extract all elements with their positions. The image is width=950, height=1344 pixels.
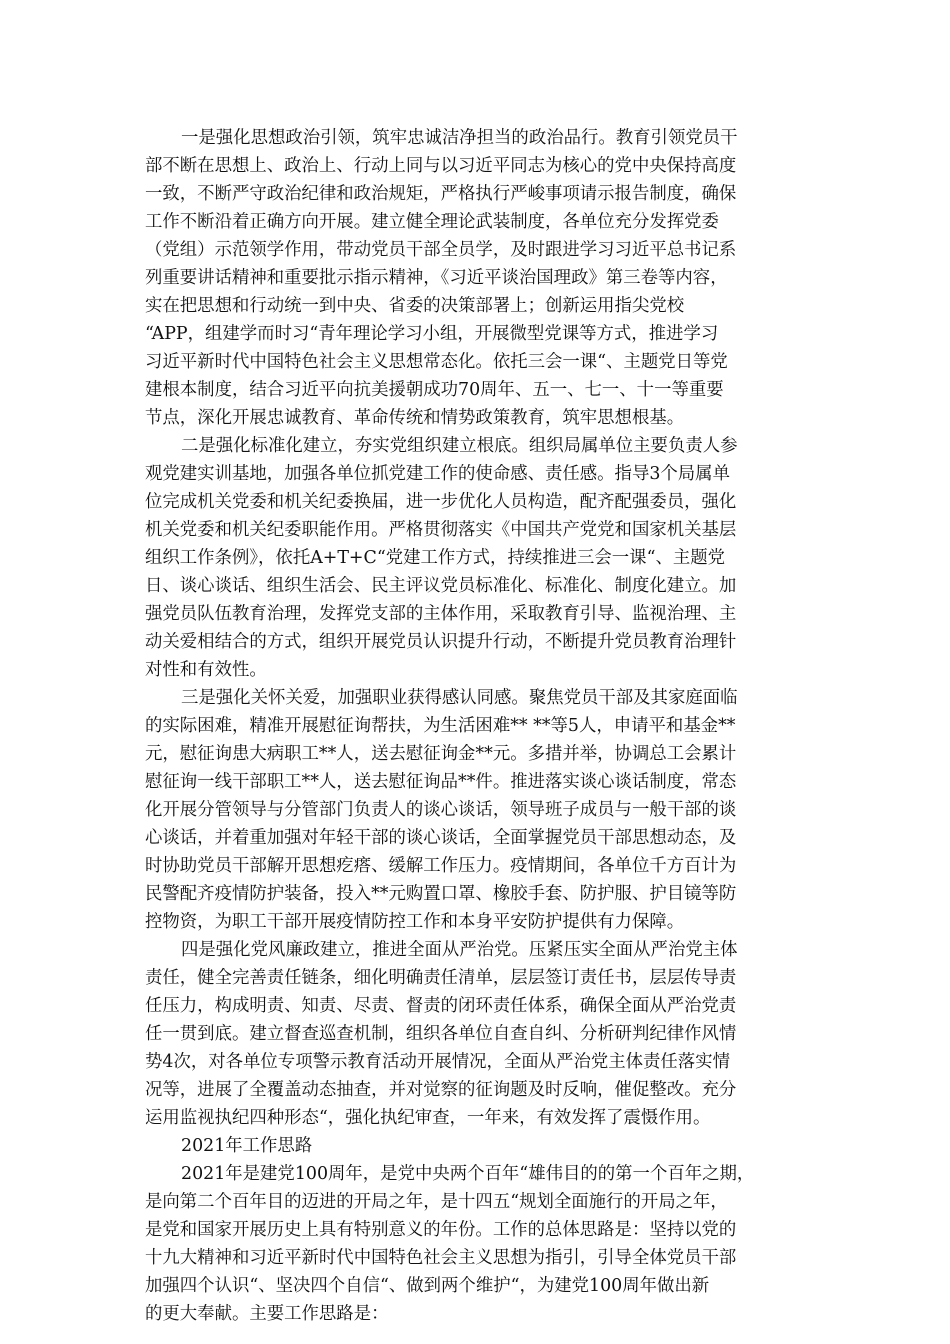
paragraph-first-line: 2021年是建党100周年，是党中央两个百年“雄伟目的的第一个百年之期， (181, 1164, 755, 1184)
paragraph-line: 节点，深化开展忠诚教育、革命传统和情势政策教育，筑牢思想根基。 (145, 408, 685, 428)
paragraph-line: 位完成机关党委和机关纪委换届，进一步优化人员构造，配齐配强委员，强化 (145, 492, 737, 512)
paragraph-line: 心谈话，并着重加强对年轻干部的谈心谈话，全面掌握党员干部思想动态，及 (145, 828, 737, 848)
paragraph-line: 民警配齐疫情防护装备，投入**元购置口罩、橡胶手套、防护服、护目镜等防 (145, 884, 737, 904)
paragraph-line: 任压力，构成明责、知责、尽责、督责的闭环责任体系，确保全面从严治党责 (145, 996, 737, 1016)
paragraph-line: 加强四个认识“、坚决四个自信“、做到两个维护“，为建党100周年做出新 (145, 1276, 710, 1296)
paragraph-line: 实在把思想和行动统一到中央、省委的决策部署上；创新运用指尖党校 (145, 296, 685, 316)
paragraph-line: 列重要讲话精神和重要批示指示精神，《习近平谈治国理政》第三卷等内容， (145, 268, 728, 288)
paragraph-line: 责任，健全完善责任链条，细化明确责任清单，层层签订责任书，层层传导责 (145, 968, 737, 988)
paragraph-line: 部不断在思想上、政治上、行动上同与以习近平同志为核心的党中央保持高度 (145, 156, 737, 176)
paragraph-first-line: 2021年工作思路 (181, 1136, 313, 1156)
paragraph-line: 强党员队伍教育治理，发挥党支部的主体作用，采取教育引导、监视治理、主 (145, 604, 737, 624)
paragraph-line: 十九大精神和习近平新时代中国特色社会主义思想为指引，引导全体党员干部 (145, 1248, 737, 1268)
paragraph-line: 化开展分管领导与分管部门负责人的谈心谈话，领导班子成员与一般干部的谈 (145, 800, 737, 820)
paragraph-line: 对性和有效性。 (145, 660, 267, 680)
paragraph-first-line: 一是强化思想政治引领，筑牢忠诚洁净担当的政治品行。教育引领党员干 (181, 128, 738, 148)
paragraph-line: 任一贯到底。建立督查巡查机制，组织各单位自查自纠、分析研判纪律作风情 (145, 1024, 737, 1044)
paragraph-line: 慰征询一线干部职工**人，送去慰征询品**件。推进落实谈心谈话制度，常态 (145, 772, 737, 792)
paragraph-first-line: 二是强化标准化建立，夯实党组织建立根底。组织局属单位主要负责人参 (181, 436, 738, 456)
paragraph-line: 势4次，对各单位专项警示教育活动开展情况，全面从严治党主体责任落实情 (145, 1052, 730, 1072)
paragraph-line: 组织工作条例》，依托A+T+C“党建工作方式，持续推进三会一课“、主题党 (145, 548, 726, 568)
paragraph-line: 机关党委和机关纪委职能作用。严格贯彻落实《中国共产党党和国家机关基层 (145, 520, 737, 540)
paragraph-line: 观党建实训基地，加强各单位抓党建工作的使命感、责任感。指导3个局属单 (145, 464, 730, 484)
paragraph-first-line: 四是强化党风廉政建立，推进全面从严治党。压紧压实全面从严治党主体 (181, 940, 738, 960)
paragraph-line: 建根本制度，结合习近平向抗美援朝成功70周年、五一、七一、十一等重要 (145, 380, 724, 400)
paragraph-line: 工作不断沿着正确方向开展。建立健全理论武装制度，各单位充分发挥党委 (145, 212, 719, 232)
paragraph-line: 况等，进展了全覆盖动态抽查，并对觉察的征询题及时反响，催促整改。充分 (145, 1080, 737, 1100)
paragraph-line: 是党和国家开展历史上具有特别意义的年份。工作的总体思路是：坚持以党的 (145, 1220, 737, 1240)
paragraph-line: 运用监视执纪四种形态“，强化执纪审查，一年来，有效发挥了震慑作用。 (145, 1108, 711, 1128)
paragraph-first-line: 三是强化关怀关爱，加强职业获得感认同感。聚焦党员干部及其家庭面临 (181, 688, 738, 708)
paragraph-line: （党组）示范领学作用，带动党员干部全员学，及时跟进学习习近平总书记系 (145, 240, 737, 260)
paragraph-line: 是向第二个百年目的迈进的开局之年，是十四五“规划全面施行的开局之年， (145, 1192, 728, 1212)
paragraph-line: 习近平新时代中国特色社会主义思想常态化。依托三会一课“、主题党日等党 (145, 352, 728, 372)
paragraph-line: 控物资，为职工干部开展疫情防控工作和本身平安防护提供有力保障。 (145, 912, 685, 932)
paragraph-line: 动关爱相结合的方式，组织开展党员认识提升行动，不断提升党员教育治理针 (145, 632, 737, 652)
paragraph-line: 一致，不断严守政治纪律和政治规矩，严格执行严峻事项请示报告制度，确保 (145, 184, 737, 204)
document-body (145, 124, 810, 1328)
paragraph-line: 时协助党员干部解开思想疙瘩、缓解工作压力。疫情期间，各单位千方百计为 (145, 856, 737, 876)
paragraph-line: “APP，组建学而时习“青年理论学习小组，开展微型党课等方式，推进学习 (145, 324, 719, 344)
paragraph-line: 的更大奉献。主要工作思路是： (145, 1304, 389, 1324)
paragraph-line: 日、谈心谈话、组织生活会、民主评议党员标准化、标准化、制度化建立。加 (145, 576, 737, 596)
paragraph-line: 的实际困难，精准开展慰征询帮扶，为生活困难** **等5人，申请平和基金** (145, 716, 736, 736)
paragraph-line: 元，慰征询患大病职工**人，送去慰征询金**元。多措并举，协调总工会累计 (145, 744, 737, 764)
